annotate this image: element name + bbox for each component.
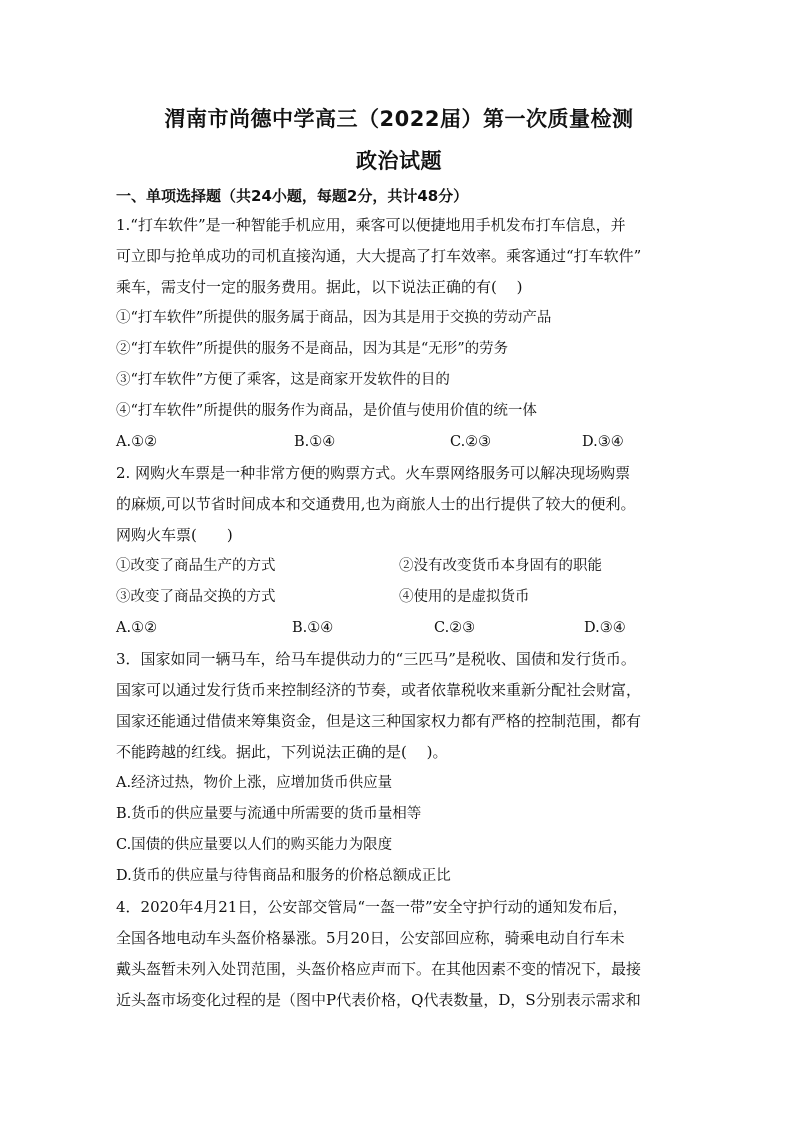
question-2-item: ④使用的是虚拟货币 bbox=[399, 589, 530, 605]
choice-a: A.①② bbox=[116, 434, 158, 450]
question-1-item: ④“打车软件”所提供的服务作为商品，是价值与使用价值的统一体 bbox=[116, 403, 537, 419]
choice-d: D.③④ bbox=[582, 434, 624, 450]
question-2-item: ②没有改变货币本身固有的职能 bbox=[399, 558, 602, 574]
exam-title: 渭南市尚德中学高三（2022届）第一次质量检测 bbox=[164, 107, 634, 131]
question-3-choice: B.货币的供应量要与流通中所需要的货币量相等 bbox=[116, 806, 422, 822]
question-4-line: 近头盔市场变化过程的是（图中P代表价格，Q代表数量，D，S分别表示需求和 bbox=[116, 991, 641, 1009]
question-3-choice: D.货币的供应量与待售商品和服务的价格总额成正比 bbox=[116, 868, 451, 884]
choice-a: A.①② bbox=[116, 620, 158, 636]
question-4 bbox=[116, 892, 682, 1016]
question-1-choices bbox=[116, 427, 682, 458]
question-3-choice: C.国债的供应量要以人们的购买能力为限度 bbox=[116, 837, 393, 853]
question-2 bbox=[116, 458, 682, 644]
exam-subject-title: 政治试题 bbox=[356, 149, 442, 173]
question-2-choices bbox=[116, 613, 682, 644]
question-1-item: ①“打车软件”所提供的服务属于商品，因为其是用于交换的劳动产品 bbox=[116, 310, 552, 326]
question-2-item: ①改变了商品生产的方式 bbox=[116, 558, 276, 574]
question-3-line: 3．国家如同一辆马车，给马车提供动力的“三匹马”是税收、国债和发行货币。 bbox=[116, 650, 636, 668]
question-3 bbox=[116, 644, 682, 892]
question-2-items-row bbox=[116, 582, 682, 613]
choice-d: D.③④ bbox=[584, 620, 626, 636]
question-2-line: 网购火车票( ) bbox=[116, 526, 233, 544]
question-2-item: ③改变了商品交换的方式 bbox=[116, 589, 276, 605]
question-2-line: 2. 网购火车票是一种非常方便的购票方式。火车票网络服务可以解决现场购票 bbox=[116, 464, 631, 482]
choice-b: B.①④ bbox=[292, 620, 334, 636]
choice-b: B.①④ bbox=[294, 434, 336, 450]
question-3-line: 不能跨越的红线。据此，下列说法正确的是( )。 bbox=[116, 743, 448, 761]
choice-c: C.②③ bbox=[434, 620, 476, 636]
question-4-line: 4．2020年4月21日，公安部交管局“一盔一带”安全守护行动的通知发布后， bbox=[116, 898, 628, 916]
question-3-line: 国家还能通过借债来筹集资金，但是这三种国家权力都有严格的控制范围，都有 bbox=[116, 712, 642, 730]
question-2-line: 的麻烦,可以节省时间成本和交通费用,也为商旅人士的出行提供了较大的便利。 bbox=[116, 495, 636, 513]
question-1-line: 乘车，需支付一定的服务费用。据此，以下说法正确的有( ) bbox=[116, 278, 523, 296]
question-3-choice: A.经济过热，物价上涨，应增加货币供应量 bbox=[116, 775, 393, 791]
question-2-items-row bbox=[116, 551, 682, 582]
question-1 bbox=[116, 210, 682, 458]
question-3-line: 国家可以通过发行货币来控制经济的节奏，或者依靠税收来重新分配社会财富， bbox=[116, 681, 642, 699]
question-1-line: 1.“打车软件”是一种智能手机应用，乘客可以便捷地用手机发布打车信息，并 bbox=[116, 216, 626, 234]
question-1-item: ②“打车软件”所提供的服务不是商品，因为其是“无形”的劳务 bbox=[116, 341, 509, 357]
question-1-item: ③“打车软件”方便了乘客，这是商家开发软件的目的 bbox=[116, 372, 450, 388]
question-1-line: 可立即与抢单成功的司机直接沟通，大大提高了打车效率。乘客通过“打车软件” bbox=[116, 247, 642, 265]
question-4-line: 全国各地电动车头盔价格暴涨。5月20日，公安部回应称，骑乘电动自行车未 bbox=[116, 929, 625, 947]
section-heading: 一、单项选择题（共24小题，每题2分，共计48分） bbox=[116, 187, 469, 205]
question-4-line: 戴头盔暂未列入处罚范围，头盔价格应声而下。在其他因素不变的情况下，最接 bbox=[116, 960, 642, 978]
choice-c: C.②③ bbox=[450, 434, 492, 450]
